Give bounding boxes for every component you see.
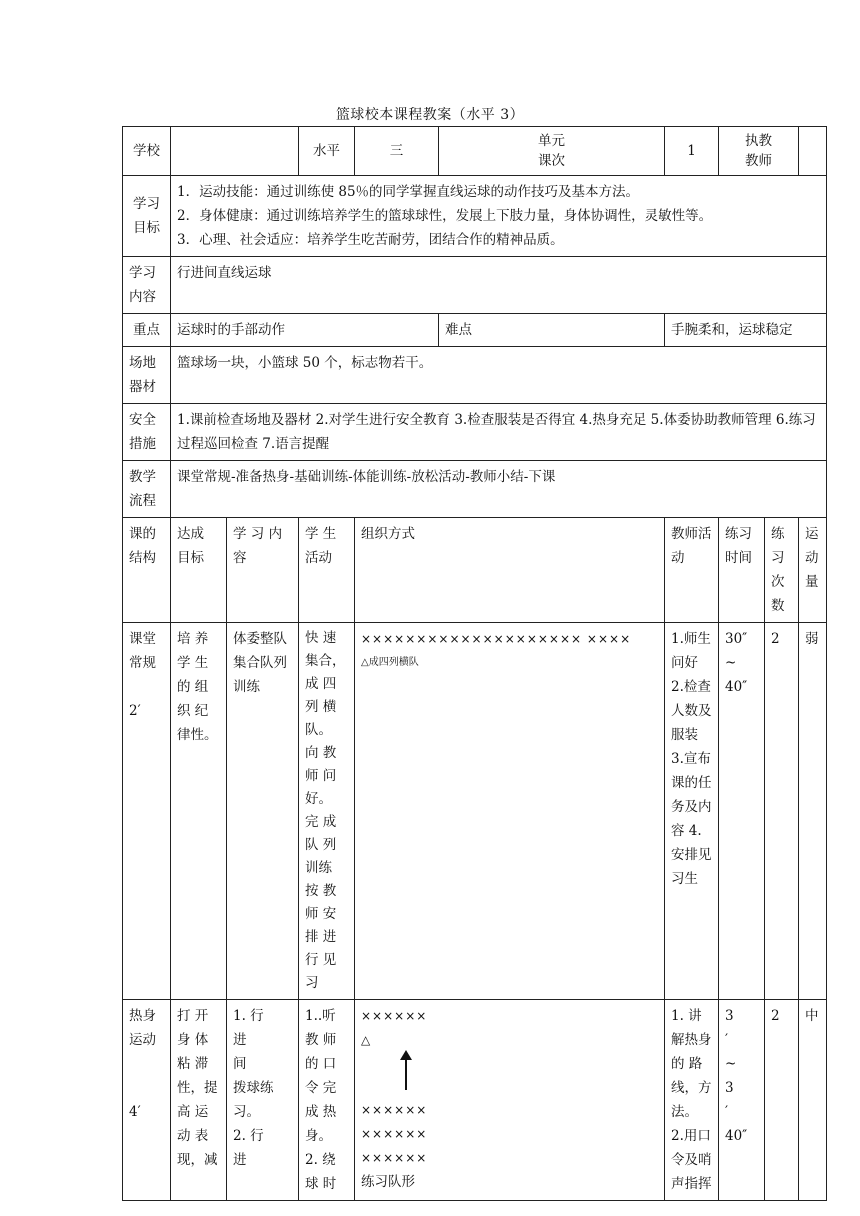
difficulty-value: 手腕柔和，运球稳定 [665,314,827,347]
row-time: 30″ ~ 40″ [719,623,765,1000]
safety-row [123,404,827,461]
key-value: 运球时的手部动作 [171,314,439,347]
formation-line: ×××××× [361,1151,428,1165]
school-value [171,127,299,176]
row-structure: 热身 运动 4′ [123,1000,171,1201]
formation-note: △成四列横队 [361,657,419,668]
col-structure: 课的 结构 [123,518,171,623]
flow-row [123,461,827,518]
safety-label: 安全 措施 [123,404,171,461]
goal-item: 1．运动技能：通过训练使 85％的同学掌握直线运球的动作技巧及基本方法。 [177,184,640,200]
columns-header-row [123,518,827,623]
row-goal: 培 养 学 生 的 组 织 纪 律性。 [171,623,227,1000]
school-label: 学校 [123,127,171,176]
content-row [123,257,827,314]
row-count: 2 [765,623,799,1000]
teacher-label: 执教 教师 [719,127,799,176]
row-load: 弱 [799,623,827,1000]
formation-line: ×××××× [361,1103,428,1117]
flow-label: 教学 流程 [123,461,171,518]
level-label: 水平 [299,127,355,176]
row-student: 1..听 教 师 的 口 令 完 成 热 身。 2. 绕 球 时 [299,1000,355,1201]
goal-item: 2．身体健康：通过训练培养学生的篮球球性，发展上下肢力量，身体协调性，灵敏性等。 [177,208,713,224]
col-time: 练习 时间 [719,518,765,623]
goal-item: 3．心理、社会适应：培养学生吃苦耐劳，团结合作的精神品质。 [177,232,564,248]
col-count: 练 习 次 数 [765,518,799,623]
row-teacher: 1.师生问好 2.检查人数及服装 3.宣布课的任务及内容 4.安排见习生 [665,623,719,1000]
row-teacher: 1. 讲 解热身 的 路 线，方 法。 2.用口 令及哨 声指挥 [665,1000,719,1201]
equipment-label: 场地 器材 [123,347,171,404]
flow-value: 课堂常规-准备热身-基础训练-体能训练-放松活动-教师小结-下课 [171,461,827,518]
row-organization [355,1000,665,1201]
goals-label: 学习 目标 [123,176,171,257]
formation-line: ×××××× [361,1127,428,1141]
row-time: 3 ′ ~ 3 ′ 40″ [719,1000,765,1201]
goals-list [171,176,827,257]
key-label: 重点 [123,314,171,347]
col-load: 运 动 量 [799,518,827,623]
header-row [123,127,827,176]
formation-mark: △ [361,1033,372,1047]
row-student: 快 速 集合， 成 四 列 横 队。 向 教 师 问 好。 完 成 队 列 训练 按 教 师 安 排 进 行 见 习 [299,623,355,1000]
row-count: 2 [765,1000,799,1201]
col-goal: 达成 目标 [171,518,227,623]
col-student: 学 生 活动 [299,518,355,623]
goals-row [123,176,827,257]
formation-top: ×××××× [361,1009,428,1023]
formation-caption: 练习队形 [361,1174,415,1190]
equipment-value: 篮球场一块，小篮球 50 个，标志物若干。 [171,347,827,404]
lesson-plan-table [122,126,827,1201]
table-row [123,1000,827,1201]
unit-label: 单元 课次 [439,127,665,176]
row-structure: 课堂 常规 2′ [123,623,171,1000]
content-value: 行进间直线运球 [171,257,827,314]
teacher-value [799,127,827,176]
content-label: 学习 内容 [123,257,171,314]
document-title: 篮球校本课程教案（水平 3） [335,107,525,123]
formation-diagram: ×××××××××××××××××××× ×××× [361,632,632,646]
table-row [123,623,827,1000]
equipment-row [123,347,827,404]
unit-value: 1 [665,127,719,176]
row-goal: 打 开 身 体 粘 滞 性，提 高 运 动 表 现，减 [171,1000,227,1201]
row-content: 体委整队集合队列训练 [227,623,299,1000]
up-arrow-icon [361,1052,658,1098]
col-teacher: 教师活 动 [665,518,719,623]
col-organization: 组织方式 [355,518,665,623]
row-content: 1. 行 进 间 拨球练 习。 2. 行 进 [227,1000,299,1201]
level-value: 三 [355,127,439,176]
safety-value: 1.课前检查场地及器材 2.对学生进行安全教育 3.检查服装是否得宜 4.热身充足 5.体委协助教师管理 6.练习过程巡回检查 7.语言提醒 [171,404,827,461]
keypoints-row [123,314,827,347]
row-load: 中 [799,1000,827,1201]
difficulty-label: 难点 [439,314,665,347]
col-content: 学 习 内 容 [227,518,299,623]
row-organization [355,623,665,1000]
